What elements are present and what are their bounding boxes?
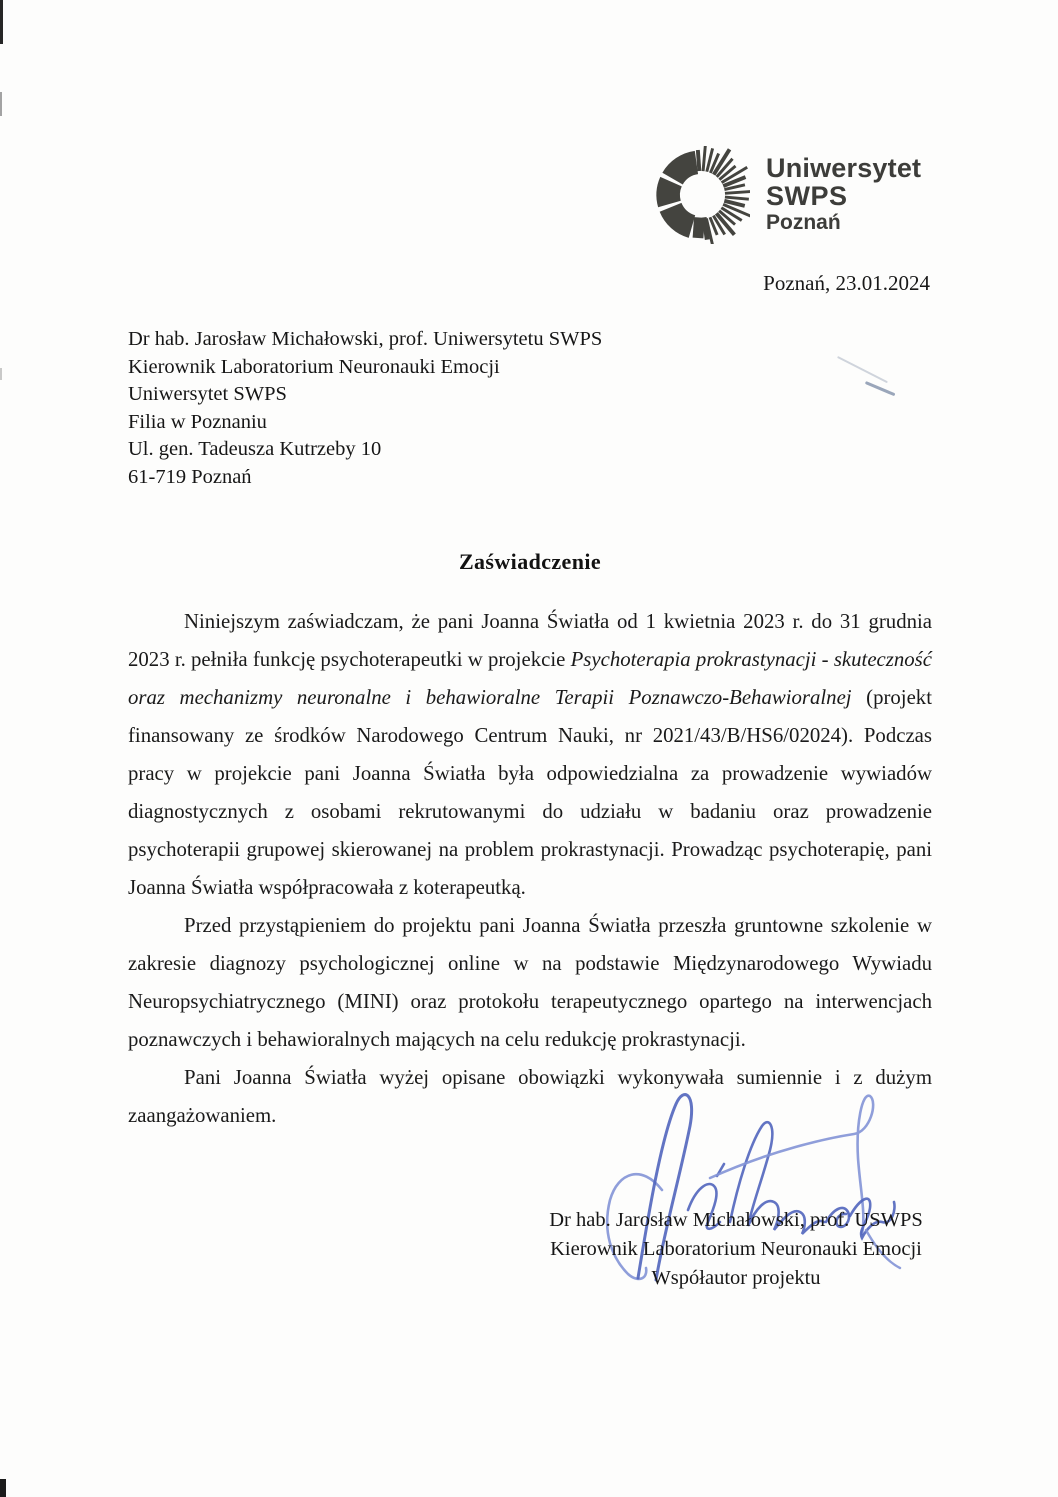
paragraph-2: Przed przystąpieniem do projektu pani Joanna Światła przeszła gruntowne szkolenie w zakresie diagnozy psychologicznej online w na podstawie Międzynarodowego Wywiadu Neuropsychiatrycznego (MINI) oraz protokołu terapeutycznego opartego na interwencjach poznawczych i behawioralnych mających na celu redukcję prokrastynacji.	[128, 914, 932, 1051]
scan-edge-artifact	[0, 0, 3, 44]
paragraph-1-text: Niniejszym zaświadczam, że pani Joanna Światła od 1 kwietnia 2023 r. do 31 grudnia 2023 r. pełniła funkcję psychoterapeutki w projekcie	[128, 610, 932, 671]
recipient-line: Uniwersytet SWPS	[128, 383, 287, 406]
scan-scratch-mark	[837, 356, 888, 383]
recipient-line: Dr hab. Jarosław Michałowski, prof. Uniwersytetu SWPS	[128, 328, 603, 350]
dateline: Poznań, 23.01.2024	[763, 271, 930, 295]
paragraph-3: Pani Joanna Światła wyżej opisane obowiązki wykonywała sumiennie i z dużym zaangażowaniem.	[128, 1066, 932, 1127]
logo-university-abbr: SWPS	[766, 181, 848, 211]
recipient-line: 61-719 Poznań	[128, 465, 252, 488]
logo-university-name: Uniwersytet	[766, 153, 922, 183]
paragraph-1-text: (projekt finansowany ze środków Narodowego Centrum Nauki, nr 2021/43/B/HS6/02024). Podczas pracy w projekcie pani Joanna Światła była odpowiedzialna za prowadzenie wywiadów diagnostycznych z osobami rekrutowanymi do udziału w badaniu oraz prowadzenie psychoterapii grupowej skierowanej na problem prokrastynacji. Prowadząc psychoterapię, pani Joanna Światła współpracowała z koterapeutką.	[128, 686, 932, 899]
letter-body	[128, 603, 932, 1135]
document-title: Zaświadczenie	[458, 549, 602, 574]
scan-scratch-mark	[865, 381, 896, 396]
recipient-line: Ul. gen. Tadeusza Kutrzeby 10	[128, 438, 382, 461]
scan-edge-artifact	[0, 1479, 6, 1497]
university-logo	[652, 146, 921, 244]
signature-block	[505, 1206, 967, 1293]
signatory-role: Współautor projektu	[651, 1267, 821, 1289]
logo-wordmark	[766, 154, 921, 236]
recipient-address-block	[128, 326, 602, 492]
signatory-role: Kierownik Laboratorium Neuronauki Emocji	[550, 1238, 922, 1260]
paragraph-1	[128, 603, 932, 907]
swps-sunburst-logo-icon	[652, 146, 750, 244]
paragraph-1-project-title: Psychoterapia prokrastynacji - skuteczność oraz mechanizmy neuronalne i behawioralne Terapii Poznawczo-Behawioralnej	[128, 648, 932, 709]
recipient-line: Kierownik Laboratorium Neuronauki Emocji	[128, 355, 500, 378]
logo-city: Poznań	[766, 211, 841, 234]
signatory-name: Dr hab. Jarosław Michałowski, prof. USWPS	[549, 1209, 923, 1231]
recipient-line: Filia w Poznaniu	[128, 410, 267, 433]
scan-edge-artifact	[0, 92, 2, 116]
scan-edge-artifact	[0, 368, 2, 380]
